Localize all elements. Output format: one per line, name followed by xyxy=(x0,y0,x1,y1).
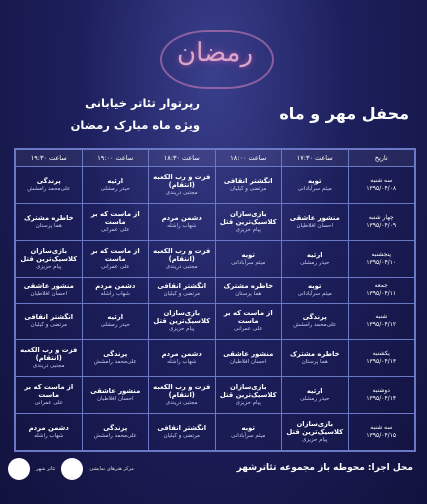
show-title: خاطره مشترک xyxy=(289,350,340,359)
show-cell xyxy=(215,203,282,240)
show-cell xyxy=(16,203,83,240)
show-cell xyxy=(282,414,349,451)
day-label: سه شنبه xyxy=(370,176,393,184)
show-cell xyxy=(82,240,149,277)
show-title: پرندگی xyxy=(302,313,327,322)
header-time-1930: ساعت ۱۹:۳۰ xyxy=(16,150,83,167)
date-label: ۱۳۹۵/۰۴/۱۱ xyxy=(366,290,397,298)
show-cell xyxy=(149,340,216,377)
show-title: پرندگی xyxy=(36,176,61,185)
show-director: پیام حزیزی xyxy=(169,326,195,333)
date-label: ۱۳۹۵/۰۴/۱۵ xyxy=(366,432,397,440)
show-director: پیام حزیزی xyxy=(302,437,328,444)
show-cell xyxy=(16,414,83,451)
table-row xyxy=(16,203,415,240)
date-cell xyxy=(348,340,415,377)
show-director: علی‌محمد رامشش xyxy=(293,322,337,329)
show-cell xyxy=(82,377,149,414)
show-director: علی‌محمد رامشش xyxy=(27,185,71,192)
show-title: منشور عاشقی xyxy=(90,387,141,396)
show-cell xyxy=(282,377,349,414)
subtitle xyxy=(30,92,200,136)
show-director: مرتضی و کیلیان xyxy=(30,322,67,329)
page-title: محفل مهر و ماه xyxy=(279,104,409,123)
table-row xyxy=(16,340,415,377)
date-label: ۱۳۹۵/۰۴/۰۹ xyxy=(366,221,397,229)
show-cell xyxy=(215,277,282,303)
show-director: شهاب راشله xyxy=(167,222,197,229)
logo-label-1: تئاتر شهر xyxy=(36,466,56,472)
show-director: هما پرستان xyxy=(301,359,328,366)
subtitle-line-2: ویژه ماه مبارک رمضان xyxy=(70,118,200,132)
show-director: میثم سرآبادانی xyxy=(231,433,266,440)
show-director: مجتبی دریندی xyxy=(32,363,65,370)
show-cell xyxy=(16,303,83,340)
show-title: پرندگی xyxy=(103,424,128,433)
show-cell xyxy=(215,240,282,277)
show-cell xyxy=(215,303,282,340)
show-title: توبه xyxy=(308,282,322,291)
header-time-1900: ساعت ۱۹:۰۰ xyxy=(82,150,149,167)
show-director: علی عمرانی xyxy=(34,400,64,407)
date-cell xyxy=(348,203,415,240)
show-cell xyxy=(149,303,216,340)
show-title: فزت و رب الکعبه (انتقام) xyxy=(153,172,211,189)
day-label: یکشنبه xyxy=(372,350,390,358)
show-cell xyxy=(82,277,149,303)
table-row xyxy=(16,303,415,340)
show-cell xyxy=(282,203,349,240)
subtitle-line-1: رپرتوار تئاتر خیابانی xyxy=(85,96,200,110)
day-label: شنبه xyxy=(375,313,388,321)
table-row xyxy=(16,414,415,451)
show-director: پیام حزیزی xyxy=(36,263,62,270)
show-title: توبه xyxy=(308,176,322,185)
show-title: انگشتر انقافی xyxy=(223,176,273,185)
day-label: دوشنبه xyxy=(372,387,390,395)
show-title: دشمن مردم xyxy=(28,424,69,433)
show-cell xyxy=(282,303,349,340)
show-director: احسان افلاطیان xyxy=(230,359,267,366)
show-cell xyxy=(282,167,349,204)
header-banner xyxy=(0,0,427,150)
header-time-1800: ساعت ۱۸:۰۰ xyxy=(215,150,282,167)
show-cell xyxy=(215,340,282,377)
show-cell xyxy=(16,277,83,303)
show-title: ارثیه xyxy=(306,250,323,259)
show-director: علی عمرانی xyxy=(100,263,130,270)
date-cell xyxy=(348,377,415,414)
show-director: شهاب راشله xyxy=(167,359,197,366)
show-director: علی‌محمد رامشش xyxy=(93,433,137,440)
show-title: پرندگی xyxy=(103,350,128,359)
show-title: دشمن مردم xyxy=(95,282,136,291)
show-title: توبه xyxy=(241,250,255,259)
show-cell xyxy=(215,377,282,414)
show-title: منشور عاشقی xyxy=(23,282,74,291)
show-director: احسان افلاطیان xyxy=(296,222,333,229)
show-title: خاطره مشترک xyxy=(223,282,274,291)
show-director: احسان افلاطیان xyxy=(30,291,67,298)
show-title: انگشتر انقافی xyxy=(157,424,207,433)
show-title: انگشتر انقافی xyxy=(157,282,207,291)
day-label: جمعه xyxy=(374,282,388,290)
show-director: علی‌محمد رامشش xyxy=(93,359,137,366)
show-cell xyxy=(16,240,83,277)
show-cell xyxy=(16,167,83,204)
table-row xyxy=(16,240,415,277)
table-header-row xyxy=(16,150,415,167)
schedule-table xyxy=(14,148,416,452)
show-title: دشمن مردم xyxy=(161,213,202,222)
show-director: شهاب راشله xyxy=(100,291,130,298)
show-director: هما پرستان xyxy=(235,291,262,298)
show-director: مرتضی و کیلیان xyxy=(230,185,267,192)
show-director: هما پرستان xyxy=(35,222,62,229)
theater-logo-icon xyxy=(8,458,30,480)
show-cell xyxy=(149,240,216,277)
show-cell xyxy=(16,377,83,414)
date-label: ۱۳۹۵/۰۴/۱۴ xyxy=(366,395,397,403)
show-director: حیدر رمشلی xyxy=(100,322,130,329)
date-label: ۱۳۹۵/۰۴/۰۸ xyxy=(366,184,397,192)
show-director: حیدر رمشلی xyxy=(100,185,130,192)
day-label: سه شنبه xyxy=(370,424,393,432)
show-director: حیدر رمشلی xyxy=(300,396,330,403)
table-row xyxy=(16,277,415,303)
date-label: ۱۳۹۵/۰۴/۱۲ xyxy=(366,321,397,329)
show-title: از ماست که بر ماست xyxy=(24,383,74,400)
show-director: پیام حزیزی xyxy=(235,400,261,407)
show-cell xyxy=(82,340,149,377)
show-title: خاطره مشترک xyxy=(23,213,74,222)
show-title: ارثیه xyxy=(107,176,124,185)
show-cell xyxy=(16,340,83,377)
show-title: از ماست که بر ماست xyxy=(223,309,273,326)
header-time-1730: ساعت ۱۷:۳۰ xyxy=(282,150,349,167)
show-director: علی عمرانی xyxy=(100,226,130,233)
show-cell xyxy=(149,277,216,303)
show-cell xyxy=(82,303,149,340)
show-title: دشمن مردم xyxy=(161,350,202,359)
show-title: انگشتر انقافی xyxy=(24,313,74,322)
show-cell xyxy=(215,167,282,204)
arts-center-logo-icon xyxy=(61,458,83,480)
show-cell xyxy=(215,414,282,451)
show-director: مجتبی دریندی xyxy=(165,400,198,407)
show-director: میثم سرآبادانی xyxy=(297,185,332,192)
show-title: فزت و رب الکعبه (انتقام) xyxy=(153,383,211,400)
show-title: از ماست که بر ماست xyxy=(90,209,140,226)
show-title: توبه xyxy=(241,424,255,433)
show-cell xyxy=(149,203,216,240)
show-cell xyxy=(82,414,149,451)
date-cell xyxy=(348,240,415,277)
date-cell xyxy=(348,277,415,303)
logo-label-2: مرکز هنرهای نمایشی xyxy=(89,466,134,472)
show-director: حیدر رمشلی xyxy=(300,259,330,266)
table-row xyxy=(16,377,415,414)
header-time-1830: ساعت ۱۸:۳۰ xyxy=(149,150,216,167)
show-title: ارثیه xyxy=(306,387,323,396)
show-cell xyxy=(282,340,349,377)
show-director: پیام حزیزی xyxy=(235,226,261,233)
date-cell xyxy=(348,414,415,451)
show-director: علی عمرانی xyxy=(233,326,263,333)
day-label: چهار شنبه xyxy=(368,213,394,221)
show-title: بازی‌سازان کلاسیک‌ترین قتل xyxy=(286,420,344,437)
date-cell xyxy=(348,167,415,204)
show-title: بازی‌سازان کلاسیک‌ترین قتل xyxy=(153,309,211,326)
show-cell xyxy=(82,203,149,240)
show-director: میثم سرآبادانی xyxy=(231,259,266,266)
show-director: مرتضی و کیلیان xyxy=(163,291,200,298)
show-director: احسان افلاطیان xyxy=(97,396,134,403)
show-title: بازی‌سازان کلاسیک‌ترین قتل xyxy=(219,383,277,400)
show-director: میثم سرآبادانی xyxy=(297,291,332,298)
show-cell xyxy=(282,240,349,277)
show-cell xyxy=(149,377,216,414)
show-cell xyxy=(149,167,216,204)
ramadan-logo: رمضان xyxy=(176,38,254,68)
venue-text: محل اجرا: محوطه باز مجموعه تئاترشهر xyxy=(236,463,413,473)
header-date: تاریخ xyxy=(348,150,415,167)
show-director: مجتبی دریندی xyxy=(165,263,198,270)
show-title: ارثیه xyxy=(107,313,124,322)
date-cell xyxy=(348,303,415,340)
show-director: شهاب راشله xyxy=(34,433,64,440)
show-title: منشور عاشقی xyxy=(289,213,340,222)
table-row xyxy=(16,167,415,204)
show-title: از ماست که بر ماست xyxy=(90,246,140,263)
show-director: مرتضی و کیلیان xyxy=(163,433,200,440)
show-title: فزت و رب الکعبه (انتقام) xyxy=(20,346,78,363)
show-cell xyxy=(82,167,149,204)
show-cell xyxy=(282,277,349,303)
date-label: ۱۳۹۵/۰۴/۱۳ xyxy=(366,358,397,366)
show-cell xyxy=(149,414,216,451)
day-label: پنجشنبه xyxy=(371,250,392,258)
show-title: بازی‌سازان کلاسیک‌ترین قتل xyxy=(219,209,277,226)
show-director: مجتبی دریندی xyxy=(165,189,198,196)
date-label: ۱۳۹۵/۰۴/۱۰ xyxy=(366,258,397,266)
show-title: بازی‌سازان کلاسیک‌ترین قتل xyxy=(20,246,78,263)
sponsor-logos xyxy=(8,458,134,480)
show-title: منشور عاشقی xyxy=(223,350,274,359)
show-title: فزت و رب الکعبه (انتقام) xyxy=(153,246,211,263)
